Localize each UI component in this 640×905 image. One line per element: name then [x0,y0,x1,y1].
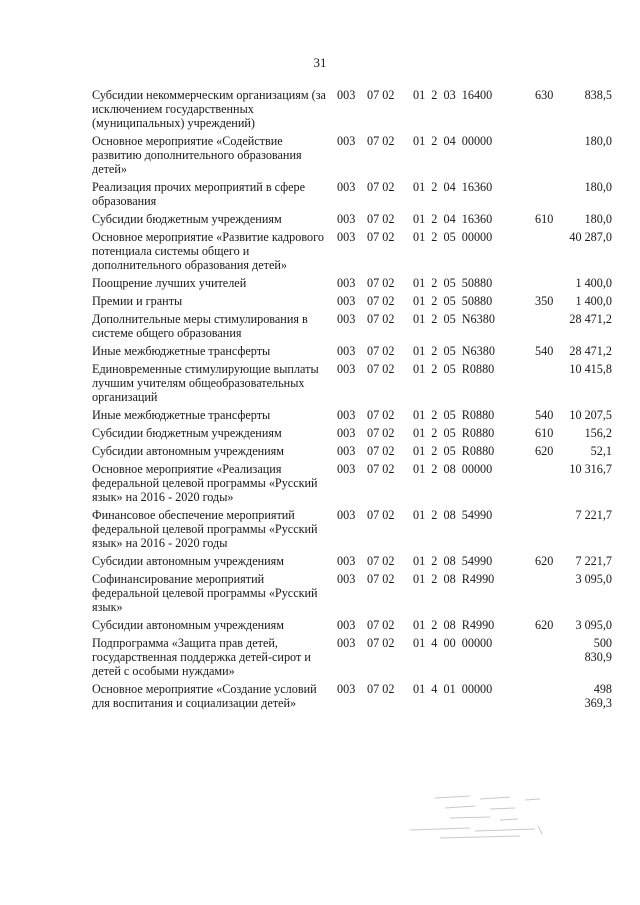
item-name: Иные межбюджетные трансферты [92,408,271,422]
item-name: Подпрограмма «Защита прав детей, государственная поддержка детей-сирот и детей с особыми нуждами» [92,636,311,678]
item-name: Реализация прочих мероприятий в сфере образования [92,180,306,208]
expense-type-code: 620 [535,444,554,458]
amount: 28 471,2 [569,344,612,358]
target-article-code: 01 2 08 54990 [413,508,493,522]
item-name: Основное мероприятие «Создание условий для воспитания и социализации детей» [92,682,317,710]
table-row [92,462,612,504]
amount: 1 400,0 [575,276,612,290]
expense-type-code: 620 [535,618,554,632]
amount: 500 830,9 [584,636,612,664]
item-name: Основное мероприятие «Развитие кадрового потенциала системы общего и дополнительного образования детей» [92,230,324,272]
table-row [92,362,612,404]
table-row [92,180,612,208]
target-article-code: 01 2 04 00000 [413,134,493,148]
section-code: 07 02 [367,636,395,650]
section-code: 07 02 [367,294,395,308]
department-code: 003 [337,230,356,244]
amount: 7 221,7 [575,554,612,568]
table-row [92,88,612,130]
target-article-code: 01 4 01 00000 [413,682,493,696]
amount: 1 400,0 [575,294,612,308]
section-code: 07 02 [367,408,395,422]
target-article-code: 01 2 05 R0880 [413,408,495,422]
department-code: 003 [337,212,356,226]
table-row [92,134,612,176]
department-code: 003 [337,462,356,476]
expense-type-code: 540 [535,344,554,358]
section-code: 07 02 [367,362,395,376]
section-code: 07 02 [367,682,395,696]
target-article-code: 01 2 05 N6380 [413,312,495,326]
item-name: Субсидии бюджетным учреждениям [92,212,282,226]
table-row [92,572,612,614]
item-name: Дополнительные меры стимулирования в системе общего образования [92,312,308,340]
target-article-code: 01 2 08 00000 [413,462,493,476]
amount: 28 471,2 [569,312,612,326]
section-code: 07 02 [367,618,395,632]
department-code: 003 [337,276,356,290]
item-name: Субсидии автономным учреждениям [92,618,284,632]
amount: 3 095,0 [575,572,612,586]
expense-type-code: 610 [535,212,554,226]
target-article-code: 01 2 05 R0880 [413,444,495,458]
department-code: 003 [337,408,356,422]
expense-type-code: 610 [535,426,554,440]
amount: 180,0 [584,212,612,226]
amount: 40 287,0 [569,230,612,244]
item-name: Софинансирование мероприятий федеральной целевой программы «Русский язык» [92,572,318,614]
item-name: Субсидии некоммерческим организациям (за исключением государственных (муниципальных) учреждений) [92,88,326,130]
amount: 10 316,7 [569,462,612,476]
target-article-code: 01 2 05 R0880 [413,426,495,440]
expense-type-code: 620 [535,554,554,568]
target-article-code: 01 2 05 00000 [413,230,493,244]
table-row [92,276,612,290]
table-row [92,508,612,550]
department-code: 003 [337,572,356,586]
section-code: 07 02 [367,134,395,148]
department-code: 003 [337,344,356,358]
item-name: Поощрение лучших учителей [92,276,247,290]
department-code: 003 [337,312,356,326]
budget-table [92,88,612,714]
section-code: 07 02 [367,444,395,458]
department-code: 003 [337,554,356,568]
section-code: 07 02 [367,462,395,476]
table-row [92,426,612,440]
target-article-code: 01 2 08 54990 [413,554,493,568]
amount: 180,0 [584,134,612,148]
target-article-code: 01 2 04 16360 [413,180,493,194]
section-code: 07 02 [367,508,395,522]
item-name: Иные межбюджетные трансферты [92,344,271,358]
target-article-code: 01 2 05 50880 [413,294,493,308]
table-row [92,294,612,308]
amount: 180,0 [584,180,612,194]
table-row [92,618,612,632]
department-code: 003 [337,134,356,148]
amount: 10 415,8 [569,362,612,376]
amount: 52,1 [590,444,612,458]
table-row [92,312,612,340]
target-article-code: 01 2 03 16400 [413,88,493,102]
table-row [92,212,612,226]
item-name: Единовременные стимулирующие выплаты лучшим учителям общеобразовательных организаций [92,362,319,404]
expense-type-code: 540 [535,408,554,422]
section-code: 07 02 [367,180,395,194]
department-code: 003 [337,636,356,650]
expense-type-code: 350 [535,294,554,308]
faded-stamp-mark [400,790,550,845]
department-code: 003 [337,508,356,522]
amount: 156,2 [584,426,612,440]
target-article-code: 01 4 00 00000 [413,636,493,650]
target-article-code: 01 2 08 R4990 [413,572,495,586]
target-article-code: 01 2 04 16360 [413,212,493,226]
item-name: Субсидии бюджетным учреждениям [92,426,282,440]
section-code: 07 02 [367,344,395,358]
department-code: 003 [337,294,356,308]
table-row [92,636,612,678]
department-code: 003 [337,88,356,102]
department-code: 003 [337,426,356,440]
table-row [92,444,612,458]
section-code: 07 02 [367,88,395,102]
table-row [92,682,612,710]
section-code: 07 02 [367,572,395,586]
table-row [92,230,612,272]
department-code: 003 [337,362,356,376]
page-number: 31 [313,55,327,70]
section-code: 07 02 [367,276,395,290]
department-code: 003 [337,682,356,696]
amount: 3 095,0 [575,618,612,632]
item-name: Основное мероприятие «Реализация федеральной целевой программы «Русский язык» на 2016 - 2020 годы» [92,462,318,504]
amount: 838,5 [584,88,612,102]
amount: 498 369,3 [584,682,612,710]
amount: 10 207,5 [569,408,612,422]
table-row [92,344,612,358]
item-name: Финансовое обеспечение мероприятий федеральной целевой программы «Русский язык» на 2016 - 2020 годы [92,508,318,550]
expense-type-code: 630 [535,88,554,102]
amount: 7 221,7 [575,508,612,522]
department-code: 003 [337,618,356,632]
section-code: 07 02 [367,212,395,226]
section-code: 07 02 [367,554,395,568]
item-name: Основное мероприятие «Содействие развитию дополнительного образования детей» [92,134,302,176]
target-article-code: 01 2 08 R4990 [413,618,495,632]
target-article-code: 01 2 05 N6380 [413,344,495,358]
section-code: 07 02 [367,312,395,326]
item-name: Субсидии автономным учреждениям [92,444,284,458]
item-name: Субсидии автономным учреждениям [92,554,284,568]
table-row [92,408,612,422]
item-name: Премии и гранты [92,294,183,308]
department-code: 003 [337,444,356,458]
target-article-code: 01 2 05 50880 [413,276,493,290]
table-row [92,554,612,568]
target-article-code: 01 2 05 R0880 [413,362,495,376]
section-code: 07 02 [367,426,395,440]
section-code: 07 02 [367,230,395,244]
department-code: 003 [337,180,356,194]
